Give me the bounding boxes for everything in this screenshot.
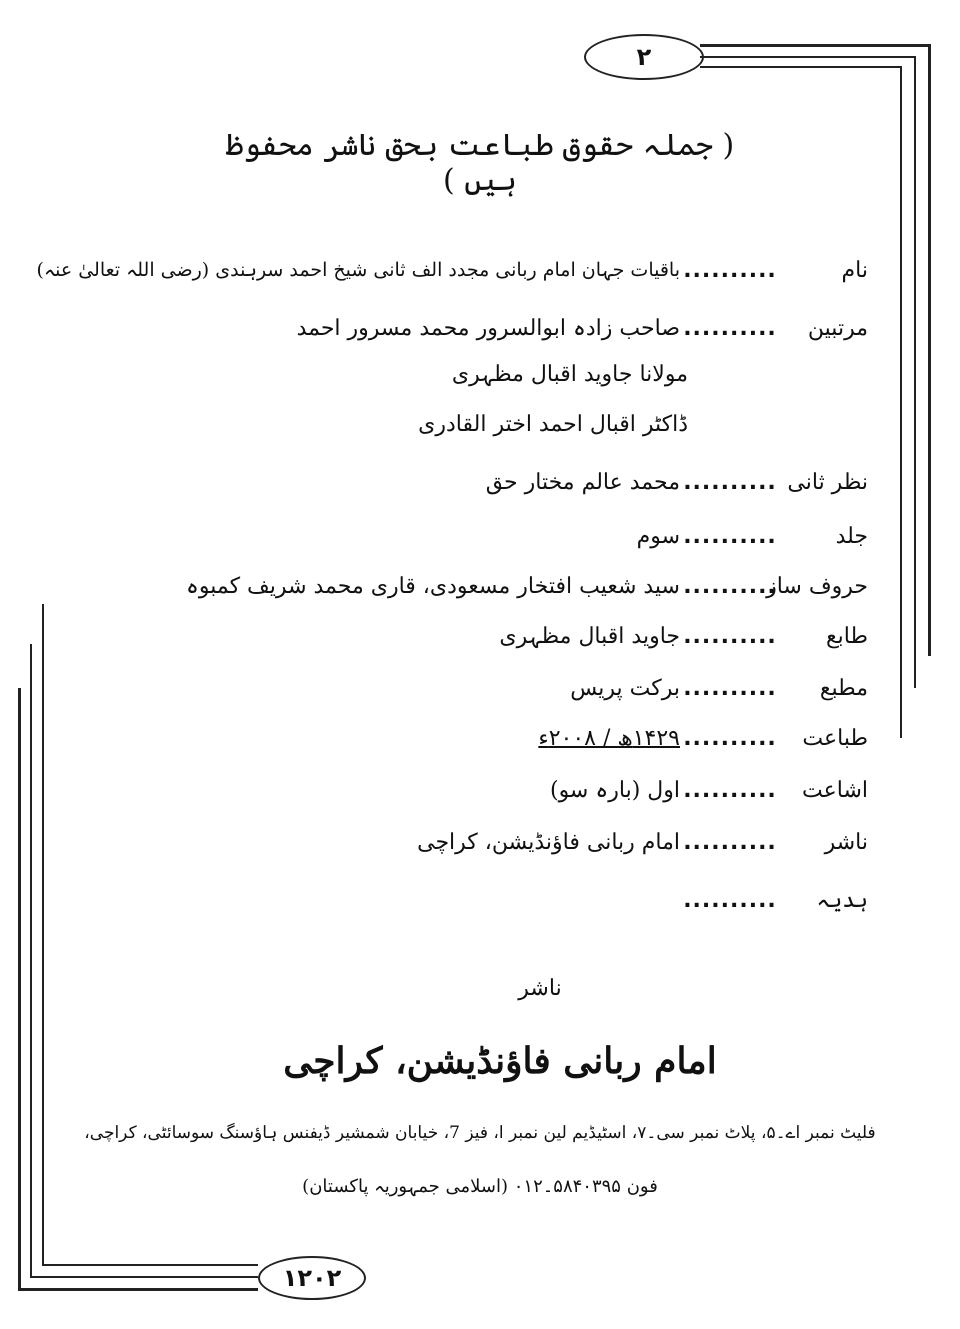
header-page-number: ۲ (584, 34, 704, 80)
detail-label: اشاعت (802, 777, 868, 803)
frame-right-line-inner (914, 56, 916, 688)
frame-bottom-line-outer (18, 1288, 258, 1291)
detail-row-publisher (417, 822, 868, 862)
detail-label: ناشر (824, 829, 868, 855)
detail-row-edition (550, 770, 868, 810)
detail-value: برکت پریس (570, 675, 680, 701)
leader-dots: .......... (683, 623, 777, 649)
detail-row-printing (538, 718, 868, 758)
footer-page-number: ۱۲۰۲ (258, 1256, 366, 1300)
detail-label: ہدیہ (816, 887, 868, 913)
detail-value: ۱۴۲۹ھ / ۲۰۰۸ء (538, 725, 680, 751)
publisher-name: امام ربانی فاؤنڈیشن، کراچی (283, 1040, 717, 1082)
detail-label: حروف ساز (766, 573, 868, 599)
leader-dots: .......... (683, 725, 777, 751)
publisher-label: ناشر (518, 976, 562, 1001)
frame-top-line-inner (700, 56, 914, 58)
detail-row-press (570, 668, 868, 708)
detail-row-printer (499, 616, 868, 656)
detail-row-typesetters (186, 566, 868, 606)
compiler-extra-1: مولانا جاوید اقبال مظہری (451, 362, 688, 387)
rights-notice: ( جملہ حقوق طباعت بحق ناشر محفوظ ہیں ) (225, 128, 735, 198)
detail-label: نظر ثانی (787, 469, 868, 495)
detail-value: امام ربانی فاؤنڈیشن، کراچی (417, 829, 680, 855)
detail-value: سید شعیب افتخار مسعودی، قاری محمد شریف کمبوہ (185, 573, 680, 599)
leader-dots: .......... (683, 887, 777, 913)
publisher-address: فلیٹ نمبر اے۔۵، پلاٹ نمبر سی۔۷، اسٹیڈیم لین نمبر ا، فیز 7، خیابان شمشیر ڈیفنس ہاؤسنگ سوسائٹی، کراچی، (84, 1123, 876, 1143)
frame-left-line-outer (18, 688, 21, 1290)
frame-bottom-line-inner2 (42, 1264, 258, 1266)
leader-dots: .......... (683, 469, 777, 495)
detail-value: اول (بارہ سو) (549, 777, 680, 803)
detail-label: مرتبین (807, 315, 868, 341)
detail-label: جلد (835, 523, 868, 549)
leader-dots: .......... (683, 573, 777, 599)
detail-value: صاحب زادہ ابوالسرور محمد مسرور احمد (296, 315, 680, 341)
frame-right-line-inner2 (900, 66, 902, 738)
leader-dots: .......... (683, 315, 777, 341)
detail-row-compilers (297, 308, 868, 348)
detail-row-price (680, 880, 868, 920)
leader-dots: .......... (683, 523, 777, 549)
detail-value: باقیات جہان امام ربانی مجدد الف ثانی شیخ احمد سرہندی (رضی اللہ تعالیٰ عنہ) (36, 259, 680, 281)
detail-label: طباعت (802, 725, 868, 751)
detail-label: مطبع (819, 675, 868, 701)
detail-row-review (486, 462, 868, 502)
detail-value: محمد عالم مختار حق (485, 469, 680, 495)
detail-row-volume (637, 516, 868, 556)
leader-dots: .......... (683, 829, 777, 855)
frame-right-line-outer (928, 44, 931, 656)
frame-top-line-outer (700, 44, 928, 47)
detail-row-name (37, 250, 868, 290)
detail-label: نام (841, 257, 868, 283)
publisher-phone: فون ۵۸۴۰۳۹۵۔۰۱۲ (اسلامی جمہوریہ پاکستان) (302, 1176, 658, 1197)
detail-label: طابع (825, 623, 868, 649)
detail-value: سوم (636, 523, 680, 549)
leader-dots: .......... (683, 257, 777, 283)
detail-value: جاوید اقبال مظہری (499, 623, 680, 649)
leader-dots: .......... (683, 777, 777, 803)
compiler-extra-2: ڈاکٹر اقبال احمد اختر القادری (418, 412, 688, 437)
frame-bottom-line-inner (30, 1276, 258, 1278)
frame-top-line-inner2 (700, 66, 900, 68)
leader-dots: .......... (683, 675, 777, 701)
frame-left-line-inner2 (42, 604, 44, 1266)
